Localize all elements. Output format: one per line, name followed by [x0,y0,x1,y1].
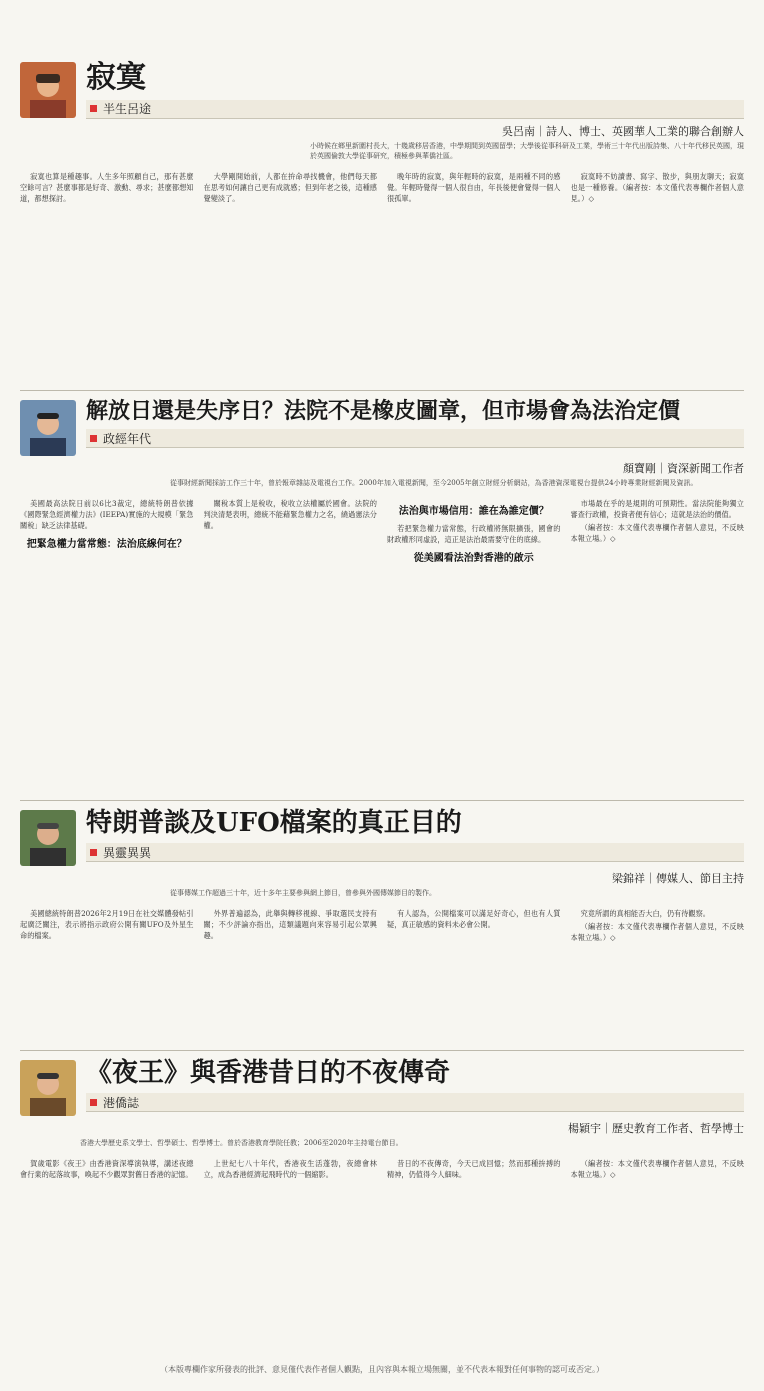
divider [20,1050,744,1051]
author-photo-icon [20,810,76,866]
column-name: 政經年代 [103,431,152,446]
column-name: 半生呂途 [103,102,152,116]
paragraph: 晚年時的寂寞，與年輕時的寂寞，是兩種不同的感覺。年輕時覺得一個人很自由，年長後便會覺得一個人很孤單。 [387,171,561,203]
article-title: 《夜王》與香港昔日的不夜傳奇 [86,1058,451,1088]
divider [20,800,744,801]
column-banner [86,1093,744,1112]
column-banner [86,100,744,119]
column-name: 港僑誌 [103,1095,140,1110]
paragraph: 市場最在乎的是規則的可預期性。當法院能夠獨立審查行政權，投資者便有信心；這就是法治的價值。 [570,499,744,519]
article-body [20,1158,744,1333]
paragraph: 賀歲電影《夜王》由香港資深導演執導，講述夜總會行業的起落故事，喚起不少觀眾對舊日香港的記憶。 [20,1159,194,1179]
subheading: 法治與市場信用：誰在為誰定價？ [398,506,549,517]
paragraph: 昔日的不夜傳奇，今天已成回憶；然而那種拚搏的精神，仍值得今人細味。 [387,1159,561,1179]
paragraph: 寂寞時不妨讀書、寫字、散步，與朋友聊天；寂寞也是一種修養。（編者按：本文僅代表專欄作者個人意見。）◇ [570,171,744,203]
article-title: 特朗普談及UFO檔案的真正目的 [86,808,462,838]
paragraph: 美國最高法院日前以6比3裁定，總統特朗普依據《國際緊急經濟權力法》(IEEPA)實施的大規模「緊急關稅」缺乏法律基礎。 [20,499,194,530]
author-photo-icon [20,62,76,118]
article-title: 解放日還是失序日？法院不是橡皮圖章，但市場會為法治定價 [86,398,681,424]
paragraph: 寂寞也算是種趣事。人生多年照顧自己，那有甚麼空餘可言？甚麼事都是好奇、激動、尋求；甚麼都想知道，都想探討。 [20,171,194,203]
article-body [20,498,744,758]
paragraph: 上世紀七八十年代，香港夜生活蓬勃，夜總會林立，成為香港經濟起飛時代的一個縮影。 [203,1159,377,1179]
article-2 [20,400,744,758]
subheading: 把緊急權力當常態：法治底線何在？ [26,539,187,550]
article-1 [20,62,744,371]
article-title: 寂寞 [86,60,146,95]
article-3 [20,810,744,1058]
author-photo-icon [20,1060,76,1116]
paragraph: 大學剛開始前，人都在拚命尋找機會，他們每天都在思考如何讓自己更有成就感；但到年老之後，這種感覺變淡了。 [203,171,377,203]
paragraph: 有人認為，公開檔案可以滿足好奇心，但也有人質疑，真正敏感的資料未必會公開。 [387,909,561,929]
paragraph: 外界普遍認為，此舉與轉移視線、爭取選民支持有關；不少評論亦指出，這類議題向來容易引起公眾興趣。 [203,909,377,940]
paragraph: 究竟所謂的真相能否大白，仍有待觀察。 [580,909,710,918]
author-photo-icon [20,400,76,456]
divider [20,390,744,391]
author-byline: 楊穎宇｜歷史教育工作者、哲學博士 [568,1122,744,1135]
page-footer: （本版專欄作家所發表的批評、意見僅代表作者個人觀點，且內容與本報立場無關，並不代表本報對任何事物的認可或否定。） [160,1365,604,1374]
paragraph: （編者按：本文僅代表專欄作者個人意見，不反映本報立場。）◇ [570,922,744,942]
subheading: 從美國看法治對香港的啟示 [413,553,534,564]
article-4 [20,1060,744,1333]
column-name: 異靈異異 [103,845,152,860]
author-bio: 從事財經新聞採訪工作三十年，曾於報章雜誌及電視台工作。2000年加入電視新聞，至今2005年創立財經分析網站，為香港資深電視台提供24小時專業財經新聞及資訊。 [170,479,698,487]
article-body [20,908,744,1058]
column-banner [86,429,744,448]
column-banner [86,843,744,862]
author-byline: 顏寶剛｜資深新聞工作者 [623,462,744,475]
article-body [20,171,744,371]
paragraph: 關稅本質上是稅收，稅收立法權屬於國會。法院的判決清楚表明，總統不能藉緊急權力之名，繞過憲法分權。 [203,499,377,530]
author-bio: 小時候在鄉里新圍村長大，十幾歲移居香港，中學期間到英國留學；大學後從事科研及工業，學術三十年代出版詩集、八十年代移民英國，現於英國倫敦大學從事研究，積極參與華僑社區。 [310,141,744,160]
author-byline: 吳呂南｜詩人、博士、英國華人工業的聯合創辦人 [502,124,744,138]
author-byline: 梁錦祥｜傳媒人、節目主持 [612,872,744,885]
author-bio: 從事傳媒工作超過三十年，近十多年主要參與網上節目，曾參與外國傳媒節目的製作。 [170,889,436,897]
paragraph: 美國總統特朗普2026年2月19日在社交媒體發帖引起廣泛關注，表示將指示政府公開有關UFO及外星生命的檔案。 [20,909,194,940]
paragraph: （編者按：本文僅代表專欄作者個人意見，不反映本報立場。）◇ [570,523,744,543]
author-bio: 香港大學歷史系文學士、哲學碩士、哲學博士。曾於香港教育學院任教；2006至2020年主持電台節目。 [80,1139,403,1147]
paragraph: （編者按：本文僅代表專欄作者個人意見，不反映本報立場。）◇ [570,1159,744,1179]
paragraph: 若把緊急權力當常態，行政權將無限擴張，國會的財政權形同虛設，這正是法治最需要守住的底線。 [387,524,561,544]
